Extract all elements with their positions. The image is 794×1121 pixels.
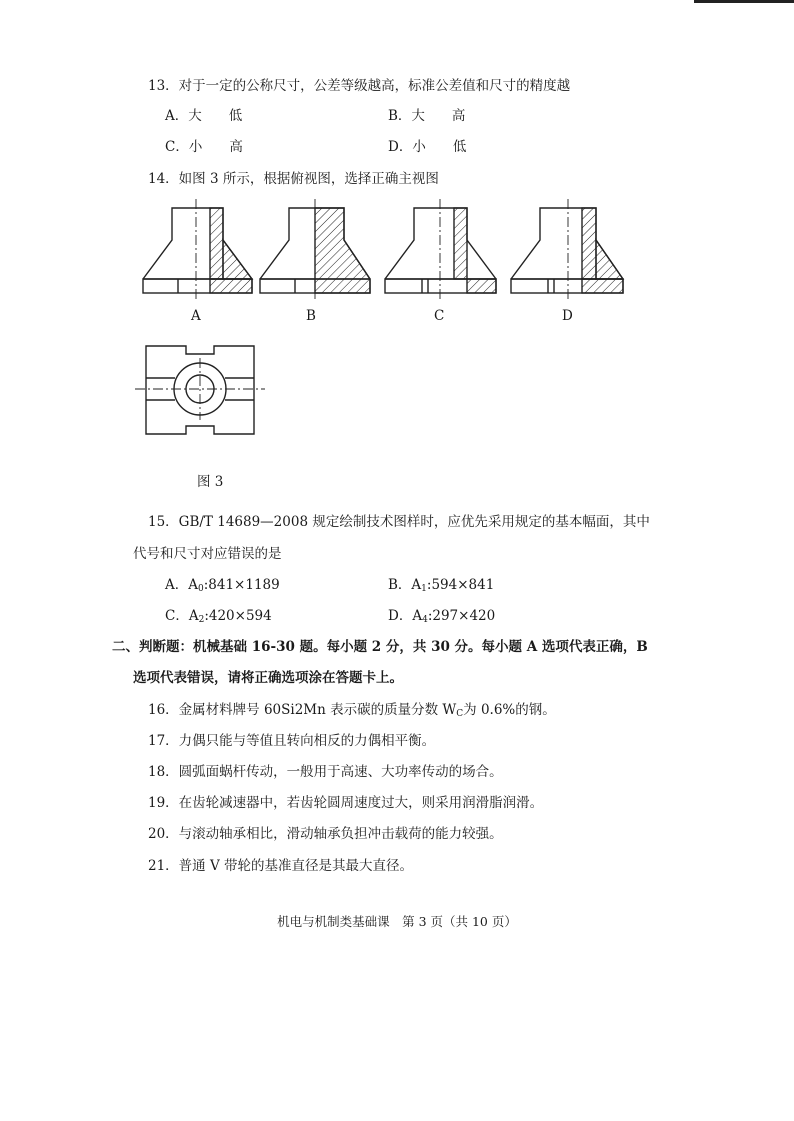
front-view-a xyxy=(143,199,252,302)
sheet-code: A xyxy=(188,577,198,593)
q13-option-a xyxy=(165,107,242,125)
sheet-size: :297×420 xyxy=(427,608,496,624)
q14-top-view xyxy=(133,338,271,442)
q21: 21．普通 V 带轮的基准直径是其最大直径。 xyxy=(148,858,414,874)
option-text: 小 高 xyxy=(188,139,243,155)
q15-option-a xyxy=(165,576,280,598)
option-text: 大 低 xyxy=(188,108,243,124)
q20: 20．与滚动轴承相比，滑动轴承负担冲击载荷的能力较强。 xyxy=(148,826,503,842)
sheet-code-sub: 4 xyxy=(422,615,428,625)
q18: 18．圆弧面蜗杆传动，一般用于高速、大功率传动的场合。 xyxy=(148,764,503,780)
view-label-d: D xyxy=(562,308,573,324)
q15-option-c xyxy=(165,607,272,629)
option-letter: C． xyxy=(165,139,189,155)
view-label-c: C xyxy=(434,308,445,324)
sheet-size: :420×594 xyxy=(204,608,272,624)
sheet-code: A xyxy=(412,608,423,624)
option-letter: A． xyxy=(165,108,189,124)
figure-caption: 图 3 xyxy=(197,474,224,490)
scan-edge-mark xyxy=(694,0,794,3)
option-letter: C． xyxy=(165,608,189,624)
front-view-b xyxy=(260,199,370,302)
q13-stem: 13．对于一定的公称尺寸，公差等级越高，标准公差值和尺寸的精度越 xyxy=(148,78,571,94)
q15-stem-line2: 代号和尺寸对应错误的是 xyxy=(133,546,282,562)
sheet-code-sub: 1 xyxy=(421,584,427,594)
sheet-size: :841×1189 xyxy=(203,577,280,593)
sheet-size: :594×841 xyxy=(426,577,495,593)
sheet-code-sub: 2 xyxy=(198,615,205,625)
sheet-code: A xyxy=(188,608,199,624)
q16-subscript: C xyxy=(456,709,464,719)
q16-text: 16．金属材料牌号 60Si2Mn 表示碳的质量分数 W xyxy=(148,702,457,718)
option-letter: D． xyxy=(388,139,413,155)
option-letter: B． xyxy=(388,577,412,593)
q13-option-b xyxy=(388,107,465,125)
q16 xyxy=(148,701,556,723)
option-letter: D． xyxy=(388,608,413,624)
q15-option-b xyxy=(388,576,494,598)
view-label-b: B xyxy=(306,308,316,324)
front-view-d xyxy=(511,199,623,302)
option-text: 小 低 xyxy=(412,139,467,155)
page-footer: 机电与机制类基础课 第 3 页（共 10 页） xyxy=(277,914,517,929)
view-label-a: A xyxy=(191,308,201,324)
option-letter: A． xyxy=(165,577,189,593)
q19: 19．在齿轮减速器中，若齿轮圆周速度过大，则采用润滑脂润滑。 xyxy=(148,795,544,811)
q13-option-d xyxy=(388,138,466,156)
sheet-code: A xyxy=(411,577,422,593)
q14-front-view-options xyxy=(130,196,630,326)
q16-text-end: 为 0.6%的钢。 xyxy=(463,702,556,718)
q17: 17．力偶只能与等值且转向相反的力偶相平衡。 xyxy=(148,733,436,749)
option-text: 大 高 xyxy=(411,108,466,124)
section2-heading-line2: 选项代表错误，请将正确选项涂在答题卡上。 xyxy=(133,670,403,686)
sheet-code-sub: 0 xyxy=(198,584,204,594)
front-view-c xyxy=(385,199,496,302)
option-letter: B． xyxy=(388,108,412,124)
q15-stem-line1: 15．GB/T 14689—2008 规定绘制技术图样时，应优先采用规定的基本幅面，其中 xyxy=(148,514,650,530)
q15-option-d xyxy=(388,607,495,629)
q14-stem: 14．如图 3 所示，根据俯视图，选择正确主视图 xyxy=(148,171,439,187)
section2-heading-line1: 二、判断题：机械基础 16-30 题。每小题 2 分，共 30 分。每小题 A 选项代表正确，B xyxy=(112,639,648,655)
q13-option-c xyxy=(165,138,243,156)
